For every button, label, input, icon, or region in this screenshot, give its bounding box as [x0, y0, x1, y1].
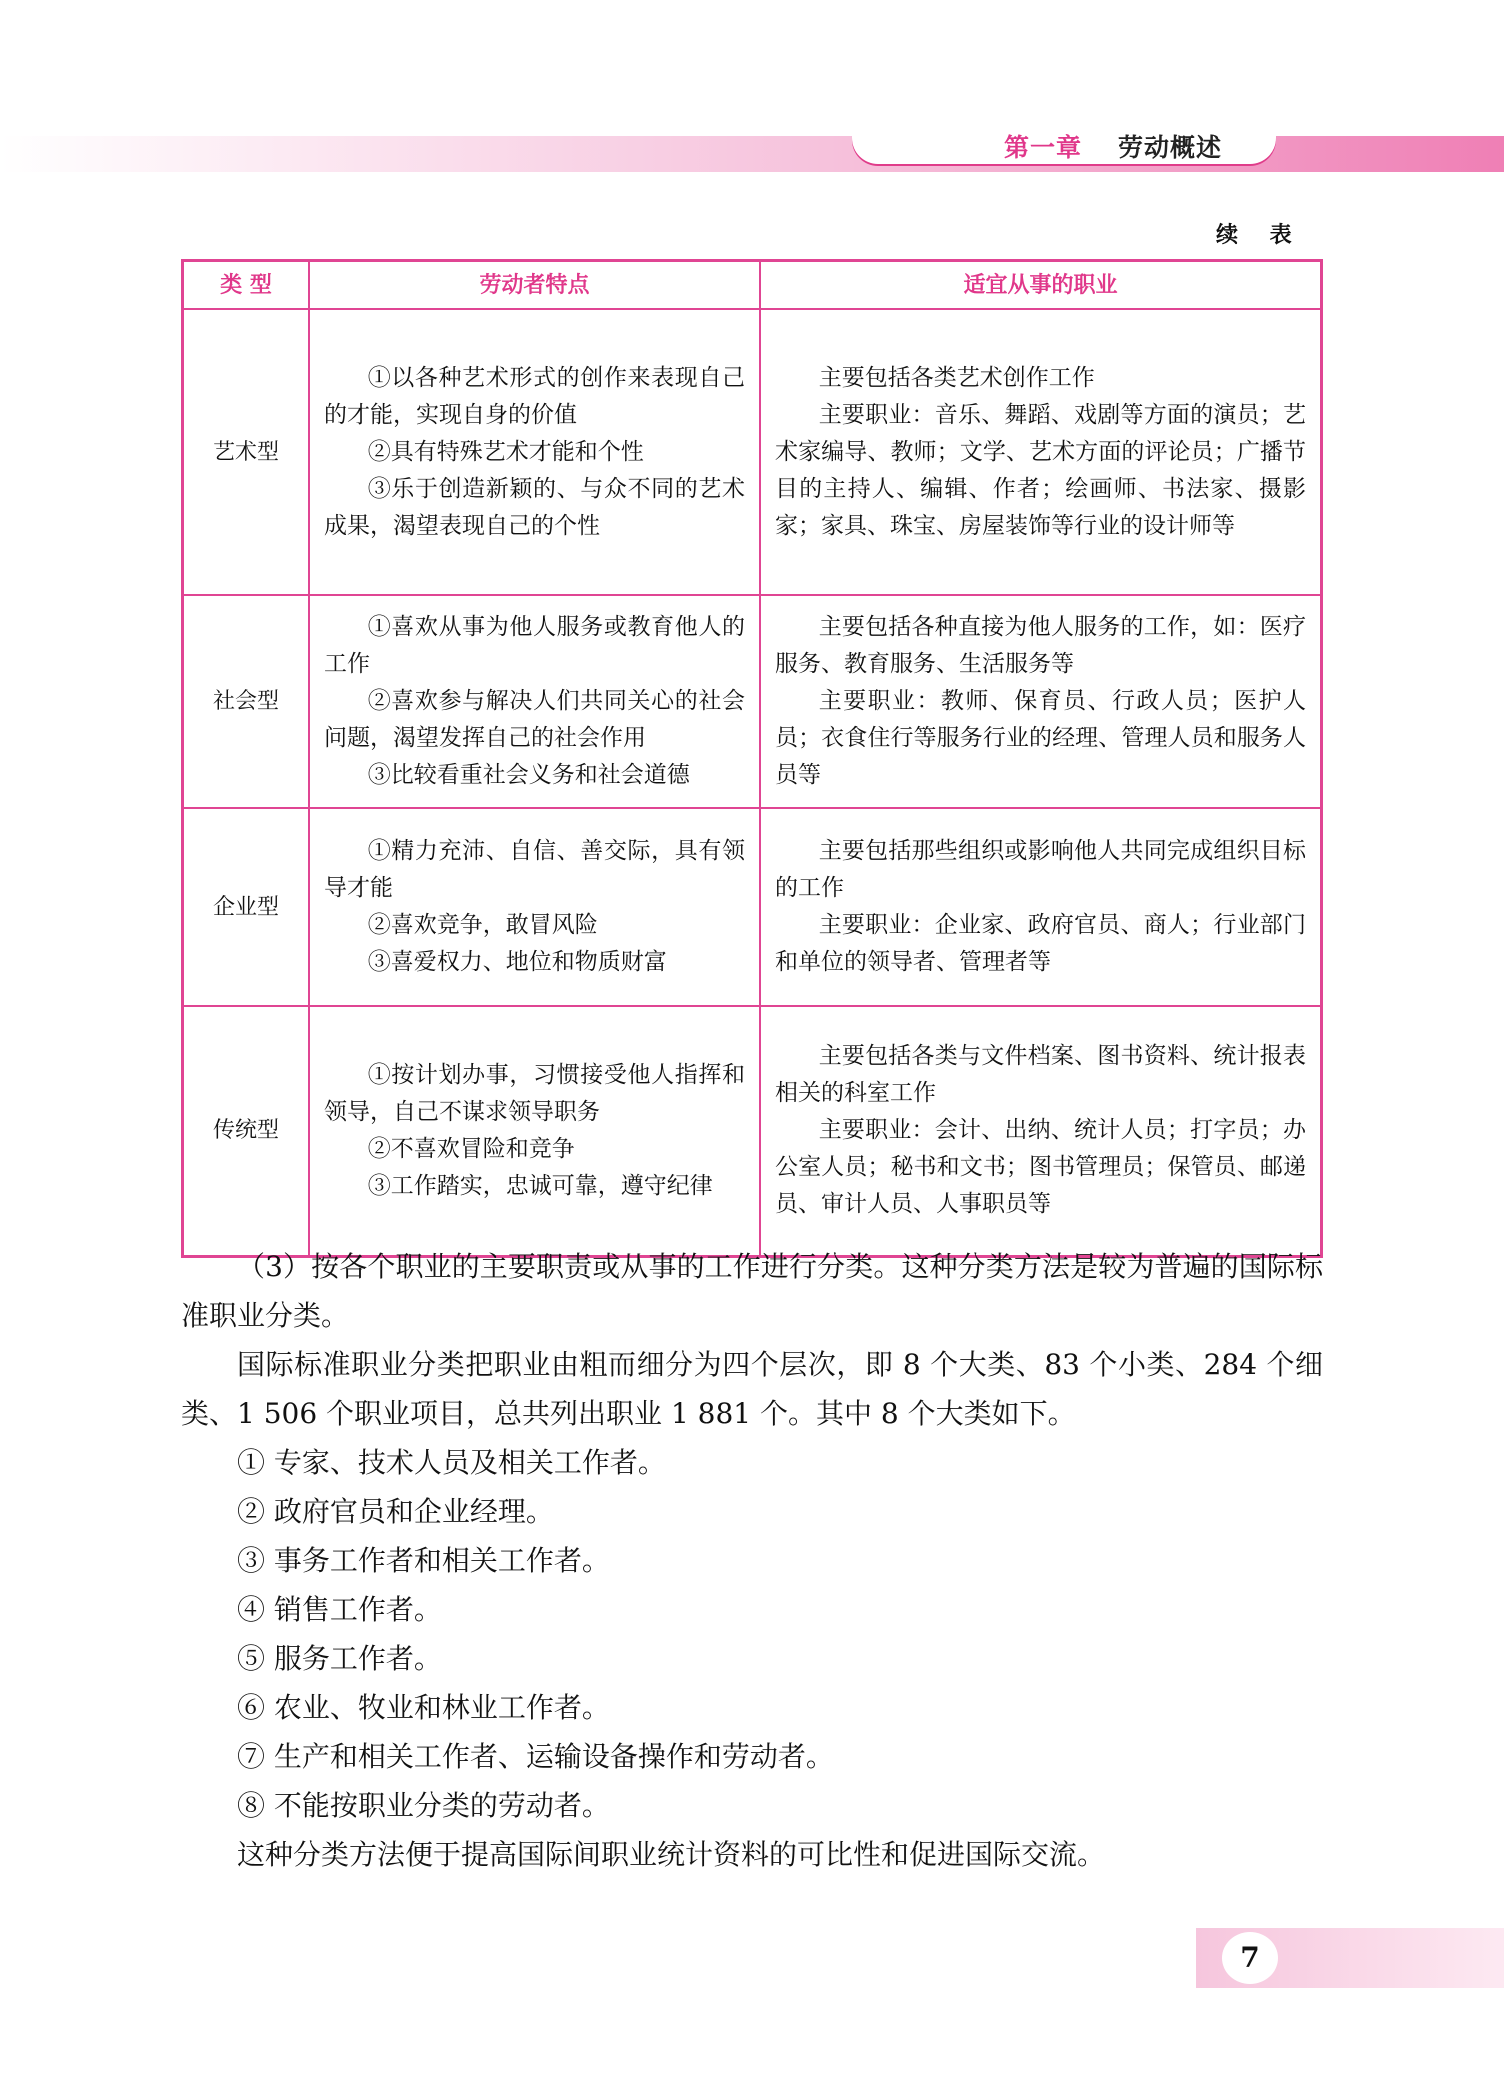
- table-header-row: [183, 261, 1322, 310]
- trait-item: ②不喜欢冒险和竞争: [367, 1135, 575, 1162]
- jobs-cell: [760, 595, 1322, 808]
- list-item: ⑥ 农业、牧业和林业工作者。: [237, 1691, 610, 1724]
- list-item: ② 政府官员和企业经理。: [237, 1495, 554, 1528]
- jobs-cell: [760, 1006, 1322, 1256]
- job-scope: 主要包括各类艺术创作工作: [818, 364, 1095, 391]
- trait-item: ③乐于创造新颖的、与众不同的艺术成果，渴望表现自己的个性: [324, 475, 745, 539]
- list-item: ① 专家、技术人员及相关工作者。: [237, 1446, 666, 1479]
- jobs-cell: [760, 808, 1322, 1006]
- trait-item: ③喜爱权力、地位和物质财富: [367, 949, 667, 975]
- list-item: ⑦ 生产和相关工作者、运输设备操作和劳动者。: [237, 1740, 834, 1773]
- page-number: 7: [1222, 1932, 1278, 1984]
- type-cell: 企业型: [183, 808, 310, 1006]
- trait-item: ①按计划办事，习惯接受他人指挥和领导，自己不谋求领导职务: [324, 1061, 745, 1125]
- traits-cell: [309, 808, 760, 1006]
- trait-item: ③比较看重社会义务和社会道德: [367, 762, 690, 788]
- type-cell: 艺术型: [183, 309, 310, 595]
- trait-item: ①精力充沛、自信、善交际，具有领导才能: [324, 838, 745, 901]
- trait-item: ②具有特殊艺术才能和个性: [367, 438, 644, 465]
- body-paragraph: （3）按各个职业的主要职责或从事的工作进行分类。这种分类方法是较为普遍的国际标准职业分类。: [181, 1250, 1323, 1332]
- column-header-traits: 劳动者特点: [309, 261, 760, 310]
- job-scope: 主要包括各种直接为他人服务的工作，如：医疗服务、教育服务、生活服务等: [775, 614, 1306, 677]
- trait-item: ①以各种艺术形式的创作来表现自己的才能，实现自身的价值: [324, 364, 745, 428]
- trait-item: ①喜欢从事为他人服务或教育他人的工作: [324, 614, 745, 677]
- table-row: [183, 309, 1322, 595]
- chapter-title: 劳动概述: [1118, 133, 1223, 162]
- type-cell: 传统型: [183, 1006, 310, 1256]
- traits-cell: [309, 1006, 760, 1256]
- job-scope: 主要包括各类与文件档案、图书资料、统计报表相关的科室工作: [775, 1043, 1306, 1107]
- traits-cell: [309, 595, 760, 808]
- table-row: [183, 595, 1322, 808]
- list-item: ⑤ 服务工作者。: [237, 1642, 442, 1675]
- list-item: ④ 销售工作者。: [237, 1593, 442, 1626]
- list-item: ⑧ 不能按职业分类的劳动者。: [237, 1789, 610, 1822]
- body-paragraph: 这种分类方法便于提高国际间职业统计资料的可比性和促进国际交流。: [237, 1838, 1106, 1871]
- body-text: [181, 1242, 1323, 1879]
- occupation-type-table: [181, 259, 1323, 1258]
- column-header-type: 类 型: [183, 261, 310, 310]
- job-list: 主要职业：企业家、政府官员、商人；行业部门和单位的领导者、管理者等: [775, 912, 1306, 975]
- continued-table-label: 续 表: [1216, 223, 1304, 248]
- trait-item: ②喜欢参与解决人们共同关心的社会问题，渴望发挥自己的社会作用: [324, 688, 745, 751]
- job-scope: 主要包括那些组织或影响他人共同完成组织目标的工作: [775, 838, 1306, 901]
- job-list: 主要职业：教师、保育员、行政人员；医护人员；衣食住行等服务行业的经理、管理人员和服务人员等: [775, 688, 1306, 788]
- job-list: 主要职业：会计、出纳、统计人员；打字员；办公室人员；秘书和文书；图书管理员；保管员、邮递员、审计人员、人事职员等: [775, 1117, 1306, 1218]
- jobs-cell: [760, 309, 1322, 595]
- list-item: ③ 事务工作者和相关工作者。: [237, 1544, 610, 1577]
- trait-item: ②喜欢竞争，敢冒风险: [367, 912, 598, 938]
- table-row: [183, 1006, 1322, 1256]
- header-band: [0, 136, 1504, 172]
- chapter-label: 第一章: [1004, 133, 1083, 162]
- job-list: 主要职业：音乐、舞蹈、戏剧等方面的演员；艺术家编导、教师；文学、艺术方面的评论员；广播节目的主持人、编辑、作者；绘画师、书法家、摄影家；家具、珠宝、房屋装饰等行业的设计师等: [775, 401, 1306, 539]
- column-header-jobs: 适宜从事的职业: [760, 261, 1322, 310]
- type-cell: 社会型: [183, 595, 310, 808]
- body-paragraph: 国际标准职业分类把职业由粗而细分为四个层次，即 8 个大类、83 个小类、284 个细类、1 506 个职业项目，总共列出职业 1 881 个。其中 8 个大类如下。: [181, 1348, 1323, 1430]
- table-row: [183, 808, 1322, 1006]
- traits-cell: [309, 309, 760, 595]
- trait-item: ③工作踏实，忠诚可靠，遵守纪律: [367, 1172, 713, 1199]
